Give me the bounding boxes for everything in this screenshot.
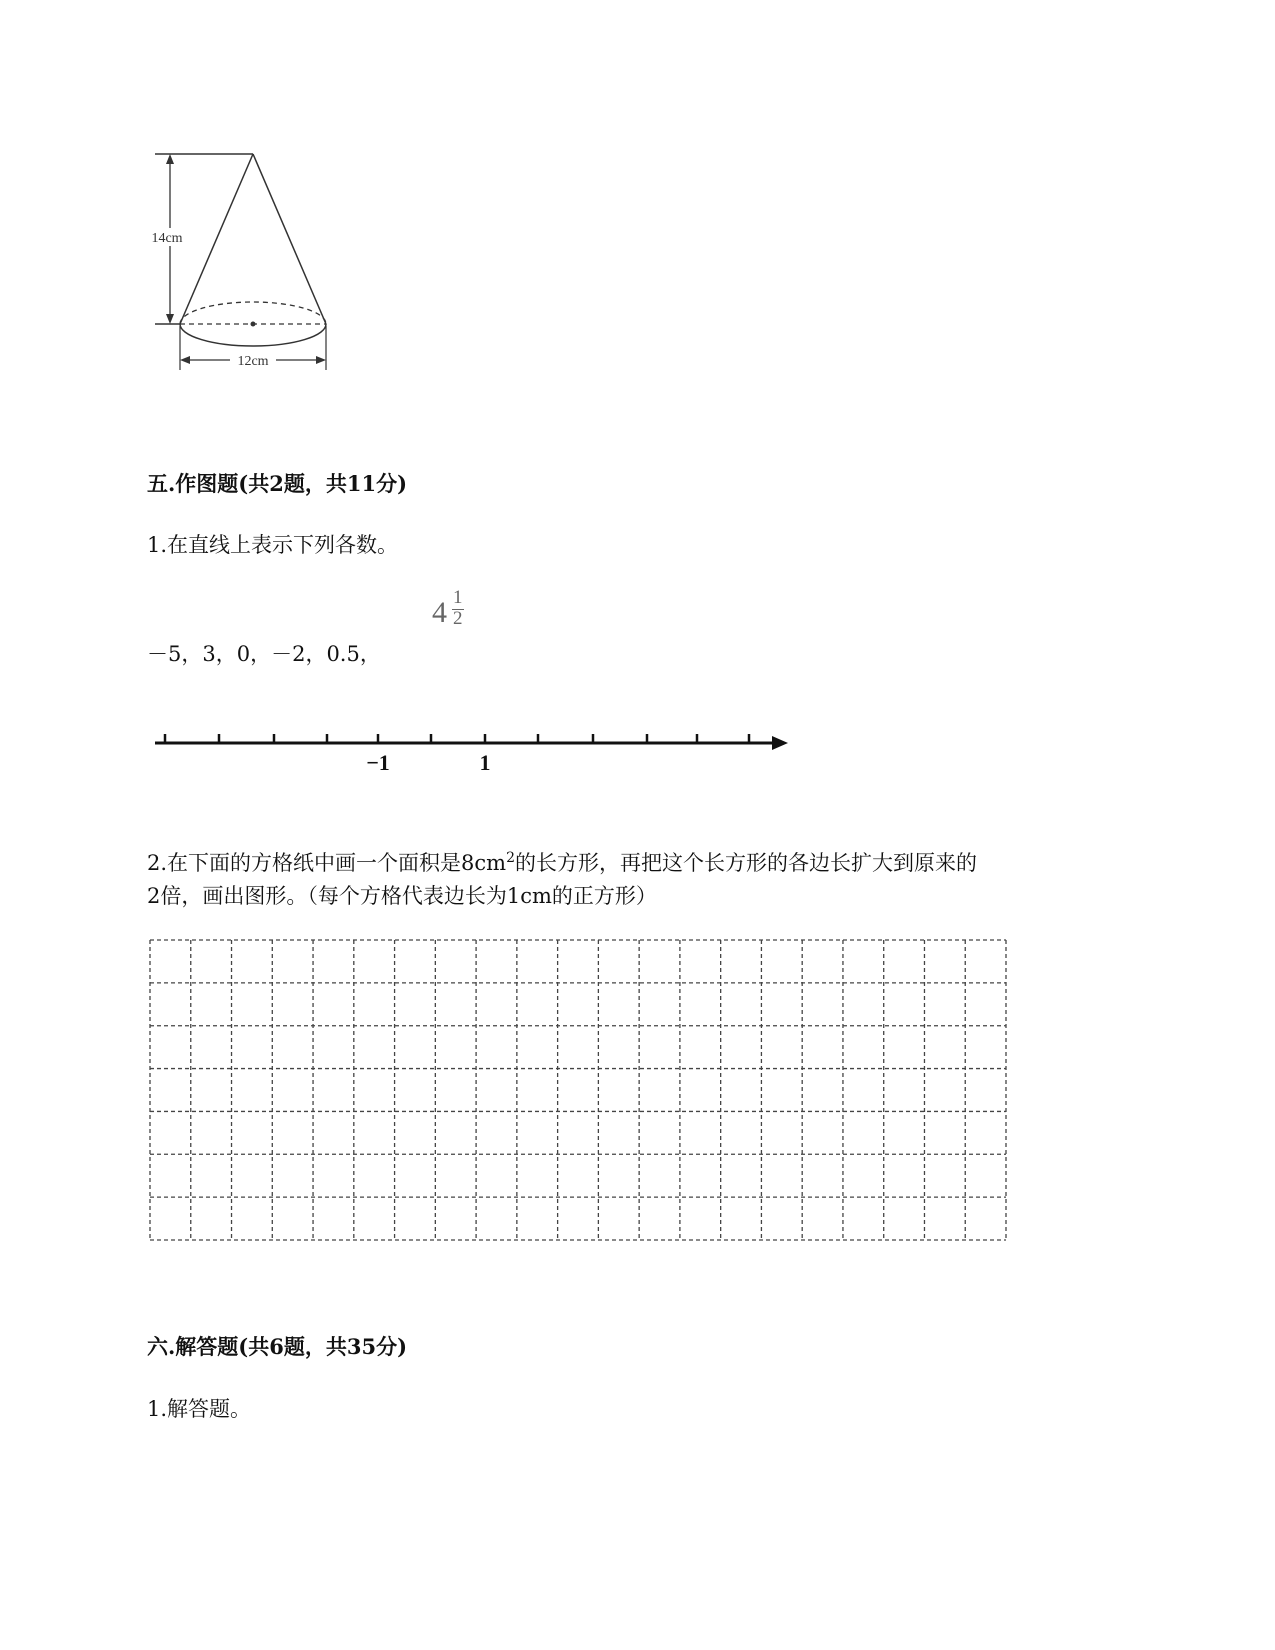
height-arrow-bottom (166, 314, 174, 324)
q2-line1-suffix: 的长方形，再把这个长方形的各边长扩大到原来的 (515, 851, 977, 875)
cone-base-front (180, 324, 326, 346)
q1-numbers: －5，3，0，－2，0.5， (147, 642, 381, 666)
diameter-arrow-left (180, 356, 190, 364)
height-arrow-top (166, 154, 174, 164)
label-one: 1 (479, 750, 491, 775)
cone-left-side (180, 154, 253, 324)
q2-line1 (147, 847, 977, 877)
diameter-arrow-right (316, 356, 326, 364)
diameter-label: 12cm (237, 354, 269, 369)
height-label: 14cm (151, 231, 183, 246)
mixed-numerator: 1 (453, 587, 463, 608)
cone-right-side (253, 154, 326, 324)
number-line (150, 715, 800, 775)
label-minus-one: −1 (366, 750, 390, 775)
s6-q1-text: 1.解答题。 (147, 1397, 252, 1421)
section6-title: 六.解答题(共6题，共35分) (147, 1334, 408, 1359)
grid-lines (150, 940, 1006, 1240)
mixed-denominator: 2 (453, 608, 463, 629)
q2-line2: 2倍，画出图形。（每个方格代表边长为1cm的正方形） (147, 884, 657, 908)
q2-line1-prefix: 2.在下面的方格纸中画一个面积是8cm (147, 851, 507, 875)
number-line-arrow (772, 736, 788, 750)
grid-paper (148, 938, 1008, 1242)
q2-superscript: 2 (506, 850, 515, 866)
cone-center-dot (251, 322, 256, 327)
q1-text: 1.在直线上表示下列各数。 (147, 533, 399, 557)
mixed-whole: 4 (432, 596, 447, 629)
cone-figure (140, 140, 360, 390)
mixed-number (432, 587, 482, 640)
section5-title: 五.作图题(共2题，共11分) (147, 471, 408, 496)
cone-base-back (180, 302, 326, 324)
